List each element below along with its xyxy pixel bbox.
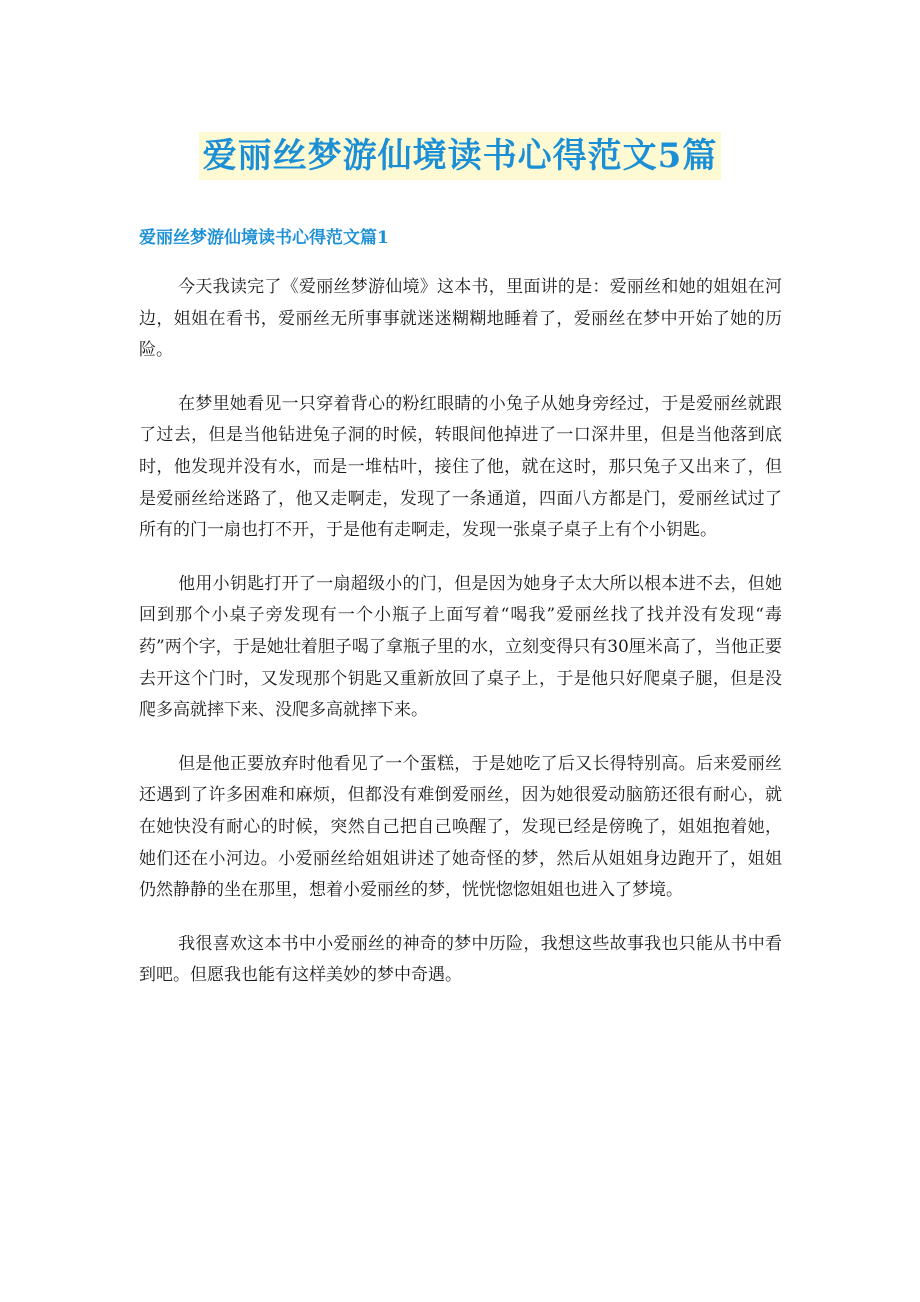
- paragraph: 今天我读完了《爱丽丝梦游仙境》这本书，里面讲的是：爱丽丝和她的姐姐在河边，姐姐在看书，爱丽丝无所事事就迷迷糊糊地睡着了，爱丽丝在梦中开始了她的历险。: [139, 277, 782, 361]
- section-heading: 爱丽丝梦游仙境读书心得范文篇1: [139, 228, 389, 248]
- paragraph: 我很喜欢这本书中小爱丽丝的神奇的梦中历险，我想这些故事我也只能从书中看到吧。但愿我也能有这样美妙的梦中奇遇。: [139, 933, 782, 986]
- paragraph: 在梦里她看见一只穿着背心的粉红眼睛的小兔子从她身旁经过，于是爱丽丝就跟了过去，但是当他钻进兔子洞的时候，转眼间他掉进了一口深井里，但是当他落到底时，他发现并没有水，而是一堆枯叶，接住了他，就在这时，那只兔子又出来了，但是爱丽丝给迷路了，他又走啊走，发现了一条通道，四面八方都是门，爱丽丝试过了所有的门一扇也打不开，于是他有走啊走，发现一张桌子桌子上有个小钥匙。: [139, 393, 782, 541]
- paragraph: 但是他正要放弃时他看见了一个蛋糕，于是她吃了后又长得特别高。后来爱丽丝还遇到了许多困难和麻烦，但都没有难倒爱丽丝，因为她很爱动脑筋还很有耐心，就在她快没有耐心的时候，突然自己把自己唤醒了，发现已经是傍晚了，姐姐抱着她，她们还在小河边。小爱丽丝给姐姐讲述了她奇怪的梦，然后从姐姐身边跑开了，姐姐仍然静静的坐在那里，想着小爱丽丝的梦，恍恍惚惚姐姐也进入了梦境。: [139, 753, 782, 901]
- document-title: 爱丽丝梦游仙境读书心得范文5篇: [199, 132, 722, 180]
- article-body: [139, 272, 782, 1014]
- title-container: [0, 132, 920, 180]
- paragraph: 他用小钥匙打开了一扇超级小的门，但是因为她身子太大所以根本进不去，但她回到那个小桌子旁发现有一个小瓶子上面写着“喝我”爱丽丝找了找并没有发现“毒药”两个字，于是她壮着胆子喝了拿瓶子里的水，立刻变得只有30厘米高了，当他正要去开这个门时，又发现那个钥匙又重新放回了桌子上，于是他只好爬桌子腿，但是没爬多高就摔下来、没爬多高就摔下来。: [139, 573, 782, 721]
